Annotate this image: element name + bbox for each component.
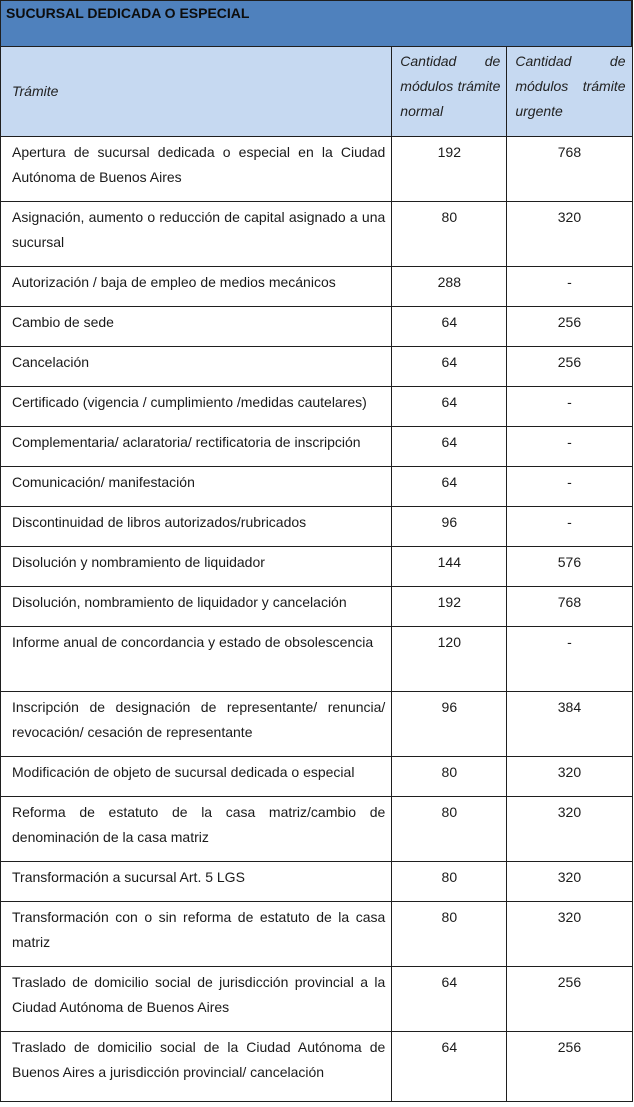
cell-tramite: Autorización / baja de empleo de medios mecánicos [1,267,392,307]
cell-urgente: 320 [507,902,632,967]
title-row [1,1,633,47]
cell-normal: 64 [392,307,507,347]
cell-urgente: - [507,627,632,692]
cell-normal: 64 [392,347,507,387]
cell-normal: 64 [392,387,507,427]
cell-urgente: 256 [507,967,632,1032]
cell-tramite: Disolución, nombramiento de liquidador y cancelación [1,587,392,627]
table-row [1,757,633,797]
cell-urgente: 256 [507,1032,632,1102]
table-row [1,587,633,627]
cell-tramite: Apertura de sucursal dedicada o especial en la Ciudad Autónoma de Buenos Aires [1,137,392,202]
table-row [1,347,633,387]
cell-urgente: - [507,267,632,307]
cell-urgente: - [507,467,632,507]
table-row [1,547,633,587]
table-row [1,862,633,902]
table-row [1,692,633,757]
table-row [1,1032,633,1102]
table-row [1,202,633,267]
cell-normal: 80 [392,862,507,902]
header-urgente: Cantidad de módulos trámite urgente [507,47,632,137]
cell-normal: 80 [392,902,507,967]
cell-tramite: Reforma de estatuto de la casa matriz/cambio de denominación de la casa matriz [1,797,392,862]
cell-urgente: 768 [507,587,632,627]
table-row [1,307,633,347]
cell-normal: 96 [392,692,507,757]
cell-urgente: 256 [507,307,632,347]
cell-normal: 64 [392,967,507,1032]
header-row [1,47,633,137]
cell-tramite: Cancelación [1,347,392,387]
table-row [1,387,633,427]
table-row [1,467,633,507]
table-row [1,427,633,467]
cell-normal: 80 [392,757,507,797]
cell-urgente: 576 [507,547,632,587]
cell-normal: 64 [392,427,507,467]
cell-normal: 64 [392,1032,507,1102]
cell-normal: 192 [392,137,507,202]
cell-normal: 96 [392,507,507,547]
cell-tramite: Comunicación/ manifestación [1,467,392,507]
cell-urgente: 320 [507,202,632,267]
cell-tramite: Disolución y nombramiento de liquidador [1,547,392,587]
table-row [1,902,633,967]
cell-tramite: Informe anual de concordancia y estado de obsolescencia [1,627,392,692]
cell-tramite: Complementaria/ aclaratoria/ rectificatoria de inscripción [1,427,392,467]
table-row [1,507,633,547]
header-tramite: Trámite [1,47,392,137]
cell-urgente: 384 [507,692,632,757]
cell-tramite: Inscripción de designación de representante/ renuncia/ revocación/ cesación de representante [1,692,392,757]
cell-tramite: Certificado (vigencia / cumplimiento /medidas cautelares) [1,387,392,427]
cell-normal: 288 [392,267,507,307]
cell-normal: 64 [392,467,507,507]
cell-tramite: Modificación de objeto de sucursal dedicada o especial [1,757,392,797]
cell-urgente: 256 [507,347,632,387]
cell-normal: 80 [392,202,507,267]
cell-urgente: - [507,427,632,467]
cell-normal: 144 [392,547,507,587]
header-normal: Cantidad de módulos trámite normal [392,47,507,137]
table-row [1,967,633,1032]
cell-tramite: Traslado de domicilio social de la Ciudad Autónoma de Buenos Aires a jurisdicción provincial/ cancelación [1,1032,392,1102]
cell-normal: 120 [392,627,507,692]
cell-normal: 80 [392,797,507,862]
table-title: SUCURSAL DEDICADA O ESPECIAL [1,1,633,47]
table-row [1,627,633,692]
table-row [1,797,633,862]
cell-tramite: Discontinuidad de libros autorizados/rubricados [1,507,392,547]
cell-tramite: Asignación, aumento o reducción de capital asignado a una sucursal [1,202,392,267]
cell-tramite: Transformación a sucursal Art. 5 LGS [1,862,392,902]
cell-urgente: - [507,507,632,547]
cell-urgente: 768 [507,137,632,202]
cell-tramite: Cambio de sede [1,307,392,347]
cell-normal: 192 [392,587,507,627]
cell-urgente: - [507,387,632,427]
table-row [1,137,633,202]
table-row [1,267,633,307]
cell-urgente: 320 [507,862,632,902]
cell-tramite: Transformación con o sin reforma de estatuto de la casa matriz [1,902,392,967]
cell-urgente: 320 [507,797,632,862]
cell-urgente: 320 [507,757,632,797]
cell-tramite: Traslado de domicilio social de jurisdicción provincial a la Ciudad Autónoma de Buenos Aires [1,967,392,1032]
